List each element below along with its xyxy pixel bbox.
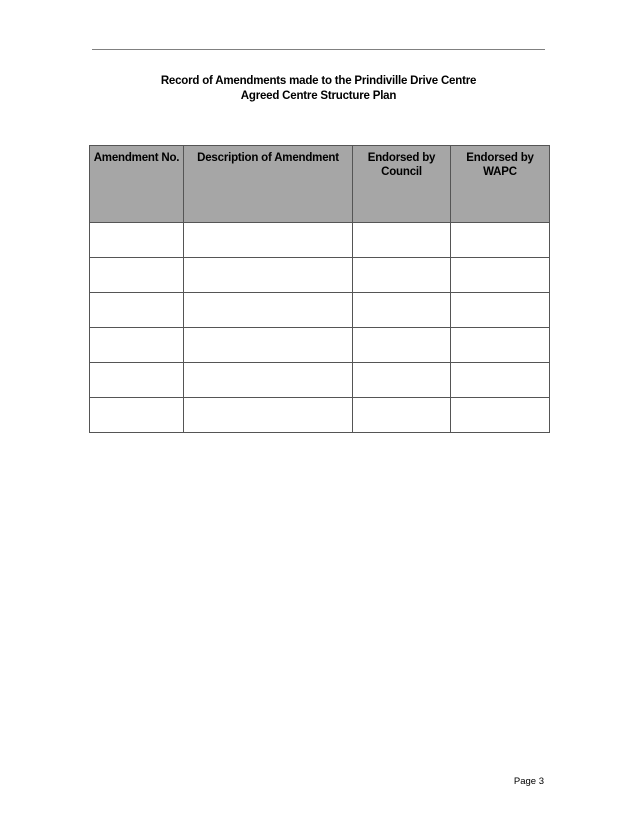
table-cell: [451, 258, 550, 293]
page-number: Page 3: [513, 776, 544, 787]
table-cell: [353, 258, 451, 293]
table-row: [90, 223, 550, 258]
header-endorsed-council: [353, 146, 451, 223]
title-line-2: Agreed Centre Structure Plan: [240, 90, 397, 102]
table-cell: [451, 398, 550, 433]
title-line-1: Record of Amendments made to the Prindiville Drive Centre: [160, 75, 477, 87]
header-rule: [92, 49, 545, 50]
table-cell: [451, 293, 550, 328]
table-cell: [90, 328, 184, 363]
table-row: [90, 293, 550, 328]
header-label-line-1: Amendment No.: [93, 152, 180, 164]
header-amendment-no: [90, 146, 184, 223]
header-description: [184, 146, 353, 223]
document-title: [0, 74, 637, 104]
table-row: [90, 363, 550, 398]
table-row: [90, 258, 550, 293]
header-label-line-1: Endorsed by: [367, 152, 436, 164]
table-header-row: [90, 146, 550, 223]
table-cell: [90, 398, 184, 433]
table-cell: [184, 223, 353, 258]
table-cell: [451, 223, 550, 258]
header-label-line-1: Description of Amendment: [197, 152, 339, 164]
table-row: [90, 398, 550, 433]
table-cell: [90, 258, 184, 293]
table-cell: [90, 293, 184, 328]
amendments-table: [89, 145, 550, 433]
table-cell: [353, 328, 451, 363]
table-cell: [353, 223, 451, 258]
table-cell: [184, 363, 353, 398]
table-cell: [90, 363, 184, 398]
header-label-line-1: Endorsed by: [466, 152, 534, 164]
table-cell: [184, 293, 353, 328]
header-label-line-2: WAPC: [483, 166, 517, 178]
table-cell: [184, 398, 353, 433]
table-cell: [353, 363, 451, 398]
table-cell: [353, 398, 451, 433]
table-cell: [451, 363, 550, 398]
table-cell: [184, 328, 353, 363]
table-cell: [90, 223, 184, 258]
table-cell: [353, 293, 451, 328]
header-endorsed-wapc: [451, 146, 550, 223]
table-cell: [184, 258, 353, 293]
table-cell: [451, 328, 550, 363]
header-label-line-2: Council: [381, 166, 422, 178]
table-row: [90, 328, 550, 363]
